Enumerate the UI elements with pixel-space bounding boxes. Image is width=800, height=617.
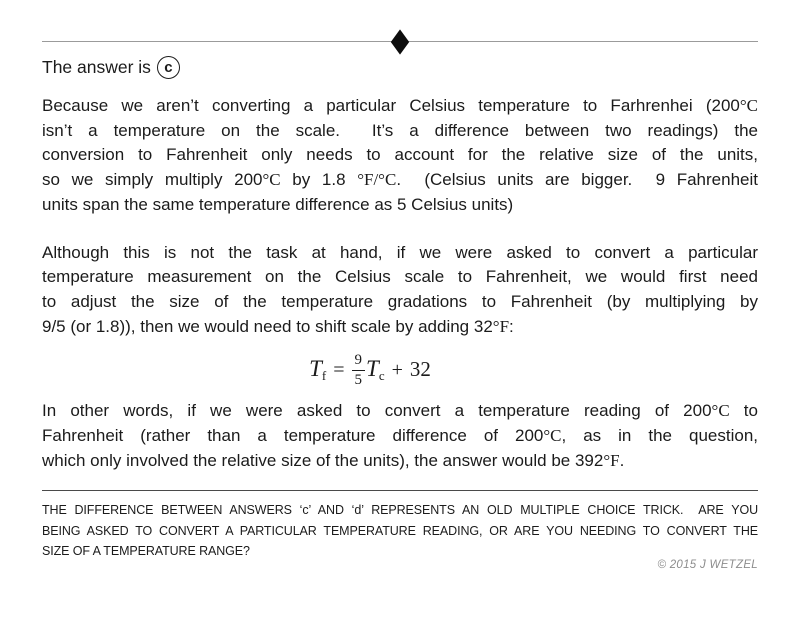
unit-text: °F/°C [357,170,397,190]
fraction-denominator: 5 [354,372,363,389]
equals-sign: = [333,359,345,382]
footnote-line: BEING ASKED TO CONVERT A PARTICULAR TEMPERATURE READING, OR ARE YOU NEEDING TO CONVERT THE [42,523,758,538]
formula-variable: T [309,356,322,382]
answer-prefix: The answer is [42,56,151,77]
answer-circle [157,56,180,79]
text-segment: . (Celsius units are bigger. 9 Fahrenheit [396,170,758,190]
text-segment: 9/5 (or 1.8)), then we would need to shift scale by adding 32 [42,316,493,336]
footnote-line: SIZE OF A TEMPERATURE RANGE? [42,544,250,559]
unit-text: °C [543,426,562,446]
text-line [42,265,758,290]
text-segment: , as in the question, [561,426,758,446]
text-segment: conversion to Fahrenheit only needs to account for the relative size of the units, [42,145,758,165]
formula-row [42,353,758,393]
paragraph-in-other-words [42,399,758,473]
text-segment: which only involved the relative size of the units), the answer would be 392 [42,450,604,470]
top-divider [42,41,758,42]
text-line [42,143,758,168]
unit-text: °C [262,170,281,190]
diamond-icon [391,29,409,54]
footnote [42,500,758,562]
paragraph-particular-temperature [42,241,758,340]
text-line [42,193,758,218]
text-segment: In other words, if we were asked to convert a temperature reading of 200 [42,401,712,421]
text-segment: . [619,450,625,470]
text-segment: units span the same temperature difference as 5 Celsius units) [42,194,514,214]
formula-variable: T [366,356,379,382]
text-line [42,424,758,449]
text-line [42,449,758,474]
text-segment: Because we aren’t converting a particular Celsius temperature to Farhrenhei (200 [42,96,740,115]
text-segment: temperature measurement on the Celsius scale to Fahrenheit, we would first need [42,267,758,287]
unit-text: °C [711,401,730,421]
fraction-numerator: 9 [352,353,366,371]
unit-text: °F [603,450,620,470]
footnote-line: THE DIFFERENCE BETWEEN ANSWERS ‘c’ AND ‘d’ REPRESENTS AN OLD MULTIPLE CHOICE TRICK. ARE YOU [42,503,758,518]
text-segment: to [729,401,758,421]
unit-text: °F [492,316,510,336]
text-segment: so we simply multiply 200 [42,170,263,190]
bottom-divider [42,490,758,491]
formula-subscript: c [378,368,385,384]
formula-subscript: f [321,368,327,384]
copyright: © 2015 J WETZEL [657,558,758,571]
text-line [42,94,758,119]
text-line [42,119,758,144]
conversion-formula [309,353,431,388]
formula-constant: 32 [409,357,431,382]
text-line [42,315,758,340]
text-line [42,290,758,315]
text-segment: by 1.8 [280,170,358,190]
answer-line [42,54,758,80]
text-segment: to adjust the size of the temperature gradations to Fahrenheit (by multiplying by [42,291,758,311]
text-segment: : [509,316,514,336]
fraction [352,353,366,388]
text-segment: isn’t a temperature on the scale. It’s a difference between two readings) the [42,120,758,140]
text-line [42,241,758,266]
text-segment: Fahrenheit (rather than a temperature difference of 200 [42,426,544,446]
text-segment: Although this is not the task at hand, if we were asked to convert a particular [42,242,758,262]
answer-letter: c [164,58,173,76]
text-line [42,168,758,193]
text-line [42,399,758,424]
plus-sign: + [391,359,403,382]
unit-text: °C [739,96,758,115]
paragraph-unit-conversion [42,94,758,218]
